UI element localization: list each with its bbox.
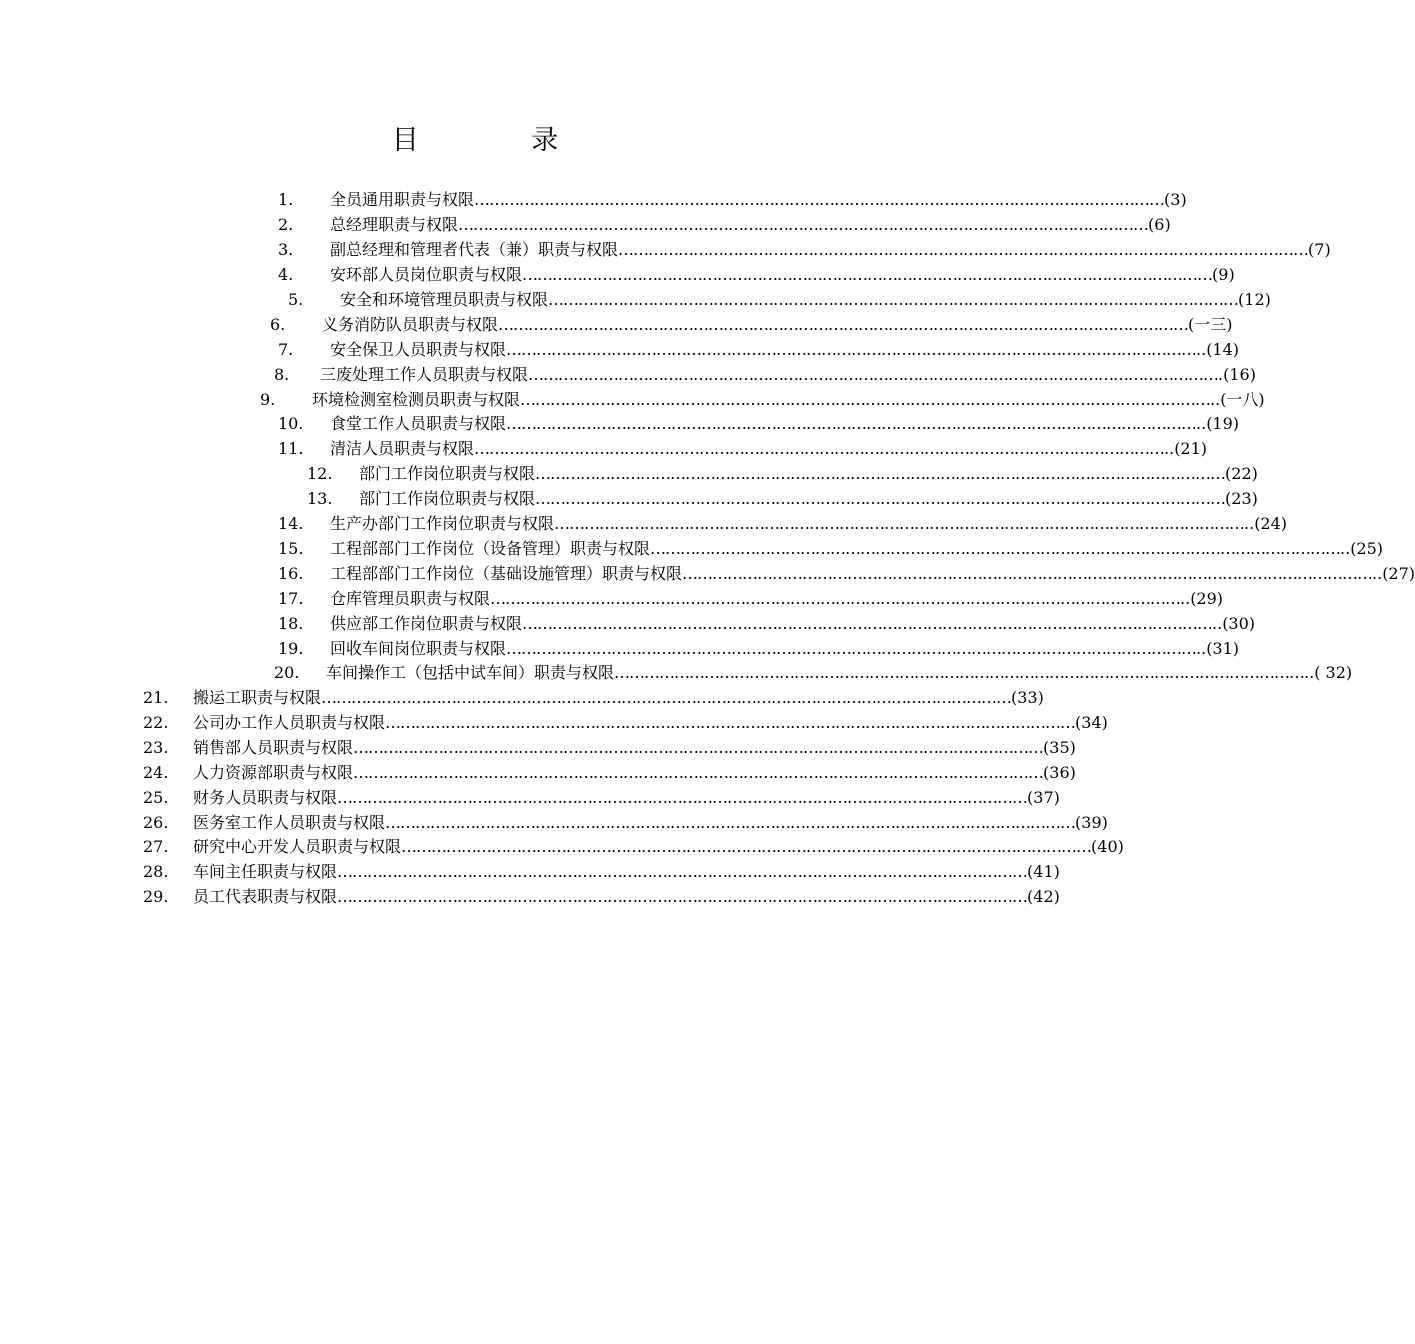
toc-entry-title: 安全和环境管理员职责与权限: [340, 290, 549, 309]
toc-entry-page-number: (34): [1075, 713, 1108, 732]
toc-entry-number: 18.: [278, 614, 304, 633]
toc-entry-number: 26.: [143, 813, 169, 832]
toc-entry-page-number: ..(14): [1196, 340, 1240, 359]
toc-entry-title: 三废处理工作人员职责与权限: [320, 365, 529, 384]
dot-leader: …………………………………………………………………………………………………………………………: [474, 190, 1165, 209]
toc-entry-page-number: (9): [1212, 265, 1235, 284]
toc-entry-number: 16.: [278, 564, 304, 583]
toc-entry-page-number: (7): [1308, 240, 1331, 259]
toc-entry-page-number: (41): [1027, 862, 1060, 881]
dot-leader: …………………………………………………………………………………………………………………………: [548, 290, 1239, 309]
toc-entry-title: 全员通用职责与权限: [330, 190, 475, 209]
dot-leader: …………………………………………………………………………………………………………………………: [337, 788, 1028, 807]
toc-entry[interactable]: [278, 637, 1240, 661]
dot-leader: …………………………………………………………………………………………………………………………: [682, 564, 1373, 583]
toc-entry-page-number: .(16): [1218, 365, 1256, 384]
dot-leader: …………………………………………………………………………………………………………………………: [490, 589, 1181, 608]
toc-entry-number: 17.: [278, 589, 304, 608]
dot-leader: …………………………………………………………………………………………………………………………: [618, 240, 1309, 259]
toc-entry[interactable]: [307, 487, 1258, 511]
toc-entry-title: 部门工作岗位职责与权限: [359, 464, 536, 483]
toc-entry-title: 仓库管理员职责与权限: [330, 589, 491, 608]
toc-entry-page-number: (37): [1027, 788, 1060, 807]
toc-entry-title: 部门工作岗位职责与权限: [359, 489, 536, 508]
toc-entry-title: 义务消防队员职责与权限: [322, 315, 499, 334]
toc-entry-title: 研究中心开发人员职责与权限: [193, 837, 402, 856]
toc-entry-page-number: ..(一八): [1210, 390, 1265, 409]
toc-entry-page-number: ..(25): [1340, 539, 1384, 558]
toc-entry-number: 5.: [288, 290, 304, 309]
dot-leader: …………………………………………………………………………………………………………………………: [522, 614, 1213, 633]
toc-entry[interactable]: [278, 238, 1331, 262]
toc-entry-title: 医务室工作人员职责与权限: [193, 813, 386, 832]
toc-entry-page-number: ..(29): [1180, 589, 1224, 608]
dot-leader: …………………………………………………………………………………………………………………………: [535, 489, 1226, 508]
toc-entry-page-number: (33): [1011, 688, 1044, 707]
toc-entry-title: 车间操作工（包括中试车间）职责与权限: [326, 663, 615, 682]
toc-entry-number: 9.: [260, 390, 276, 409]
toc-entry-number: 1.: [278, 190, 294, 209]
dot-leader: …………………………………………………………………………………………………………………………: [385, 813, 1076, 832]
toc-entry-number: 27.: [143, 837, 169, 856]
toc-entry-page-number: (42): [1027, 887, 1060, 906]
toc-entry-page-number: (12): [1238, 290, 1271, 309]
dot-leader: …………………………………………………………………………………………………………………………: [506, 340, 1197, 359]
toc-entry-page-number: (3): [1164, 190, 1187, 209]
toc-entry-page-number: (40): [1091, 837, 1124, 856]
toc-entry-page-number: (6): [1148, 215, 1171, 234]
dot-leader: …………………………………………………………………………………………………………………………: [528, 365, 1219, 384]
toc-entry[interactable]: [278, 562, 1415, 586]
toc-entry-number: 14.: [278, 514, 304, 533]
dot-leader: …………………………………………………………………………………………………………………………: [353, 763, 1044, 782]
toc-entry-page-number: ..(21): [1164, 439, 1208, 458]
toc-entry[interactable]: [143, 885, 1060, 909]
dot-leader: …………………………………………………………………………………………………………………………: [401, 837, 1092, 856]
dot-leader: …………………………………………………………………………………………………………………………: [522, 265, 1213, 284]
toc-entry-page-number: (23): [1225, 489, 1258, 508]
dot-leader: …………………………………………………………………………………………………………………………: [520, 390, 1211, 409]
toc-entry-page-number: (一三): [1188, 315, 1233, 334]
toc-entry-title: 清洁人员职责与权限: [330, 439, 475, 458]
toc-entry-number: 20.: [274, 663, 300, 682]
toc-entry-title: 销售部人员职责与权限: [193, 738, 354, 757]
toc-entry-page-number: (36): [1043, 763, 1076, 782]
toc-entry[interactable]: [278, 437, 1208, 461]
dot-leader: …………………………………………………………………………………………………………………………: [474, 439, 1165, 458]
toc-entry-title: 供应部工作岗位职责与权限: [330, 614, 523, 633]
toc-entry-number: 28.: [143, 862, 169, 881]
toc-entry-title: 搬运工职责与权限: [193, 688, 322, 707]
toc-entry-title: 工程部部门工作岗位（设备管理）职责与权限: [330, 539, 651, 558]
dot-leader: …………………………………………………………………………………………………………………………: [535, 464, 1226, 483]
toc-entry[interactable]: [143, 786, 1060, 810]
toc-entry-page-number: ..(30): [1212, 614, 1256, 633]
toc-entry-number: 6.: [270, 315, 286, 334]
toc-entry-page-number: ..(31): [1196, 639, 1240, 658]
toc-entry-number: 2.: [278, 215, 294, 234]
toc-entry-title: 环境检测室检测员职责与权限: [312, 390, 521, 409]
toc-entry-number: 13.: [307, 489, 333, 508]
toc-entry-number: 24.: [143, 763, 169, 782]
dot-leader: …………………………………………………………………………………………………………………………: [614, 663, 1305, 682]
toc-entry-number: 11.: [278, 439, 304, 458]
toc-entry[interactable]: [143, 736, 1076, 760]
toc-entry[interactable]: [143, 860, 1060, 884]
toc-entry[interactable]: [143, 761, 1076, 785]
toc-entry[interactable]: [274, 661, 1353, 685]
toc-entry-number: 3.: [278, 240, 294, 259]
toc-entry-number: 8.: [274, 365, 290, 384]
toc-entry[interactable]: [260, 388, 1265, 412]
toc-entry-title: 财务人员职责与权限: [193, 788, 338, 807]
toc-entry[interactable]: [270, 313, 1233, 337]
toc-entry-title: 公司办工作人员职责与权限: [193, 713, 386, 732]
toc-entry[interactable]: [288, 288, 1271, 312]
toc-entry[interactable]: [278, 587, 1224, 611]
dot-leader: …………………………………………………………………………………………………………………………: [385, 713, 1076, 732]
dot-leader: …………………………………………………………………………………………………………………………: [554, 514, 1245, 533]
toc-entry-page-number: ..( 32): [1304, 663, 1353, 682]
toc-entry[interactable]: [278, 412, 1240, 436]
dot-leader: …………………………………………………………………………………………………………………………: [506, 414, 1197, 433]
toc-entry-title: 回收车间岗位职责与权限: [330, 639, 507, 658]
toc-entry[interactable]: [278, 263, 1235, 287]
dot-leader: …………………………………………………………………………………………………………………………: [321, 688, 1012, 707]
toc-entry-number: 4.: [278, 265, 294, 284]
toc-entry[interactable]: [278, 537, 1384, 561]
toc-entry-number: 15.: [278, 539, 304, 558]
page-title: 目 录: [391, 125, 611, 156]
dot-leader: …………………………………………………………………………………………………………………………: [337, 887, 1028, 906]
toc-entry-number: 29.: [143, 887, 169, 906]
dot-leader: …………………………………………………………………………………………………………………………: [498, 315, 1189, 334]
toc-entry-number: 25.: [143, 788, 169, 807]
toc-entry[interactable]: [278, 612, 1256, 636]
toc-entry[interactable]: [278, 188, 1187, 212]
toc-entry-page-number: ..(24): [1244, 514, 1288, 533]
toc-entry-number: 7.: [278, 340, 294, 359]
toc-entry-page-number: ..(19): [1196, 414, 1240, 433]
toc-entry-title: 生产办部门工作岗位职责与权限: [330, 514, 555, 533]
toc-entry[interactable]: [143, 711, 1108, 735]
dot-leader: …………………………………………………………………………………………………………………………: [506, 639, 1197, 658]
toc-entry-title: 安环部人员岗位职责与权限: [330, 265, 523, 284]
toc-entry-title: 工程部部门工作岗位（基础设施管理）职责与权限: [330, 564, 683, 583]
toc-entry-page-number: ..(27): [1372, 564, 1415, 583]
dot-leader: …………………………………………………………………………………………………………………………: [650, 539, 1341, 558]
toc-entry[interactable]: [307, 462, 1258, 486]
toc-entry-number: 12.: [307, 464, 333, 483]
dot-leader: …………………………………………………………………………………………………………………………: [353, 738, 1044, 757]
toc-entry-title: 员工代表职责与权限: [193, 887, 338, 906]
toc-entry-title: 车间主任职责与权限: [193, 862, 338, 881]
toc-entry-title: 安全保卫人员职责与权限: [330, 340, 507, 359]
toc-entry-title: 人力资源部职责与权限: [193, 763, 354, 782]
toc-entry-title: 副总经理和管理者代表（兼）职责与权限: [330, 240, 619, 259]
toc-entry-number: 21.: [143, 688, 169, 707]
toc-entry-number: 10.: [278, 414, 304, 433]
toc-entry-page-number: (39): [1075, 813, 1108, 832]
toc-entry-page-number: (22): [1225, 464, 1258, 483]
toc-entry-number: 22.: [143, 713, 169, 732]
toc-entry-title: 食堂工作人员职责与权限: [330, 414, 507, 433]
toc-entry-page-number: (35): [1043, 738, 1076, 757]
toc-entry[interactable]: [143, 811, 1108, 835]
toc-entry-number: 19.: [278, 639, 304, 658]
toc-entry-title: 总经理职责与权限: [330, 215, 459, 234]
toc-entry[interactable]: [274, 363, 1256, 387]
toc-entry[interactable]: [278, 338, 1240, 362]
dot-leader: …………………………………………………………………………………………………………………………: [458, 215, 1149, 234]
dot-leader: …………………………………………………………………………………………………………………………: [337, 862, 1028, 881]
toc-entry[interactable]: [143, 835, 1124, 859]
toc-entry[interactable]: [143, 686, 1044, 710]
toc-entry-number: 23.: [143, 738, 169, 757]
toc-entry[interactable]: [278, 512, 1288, 536]
toc-entry[interactable]: [278, 213, 1171, 237]
